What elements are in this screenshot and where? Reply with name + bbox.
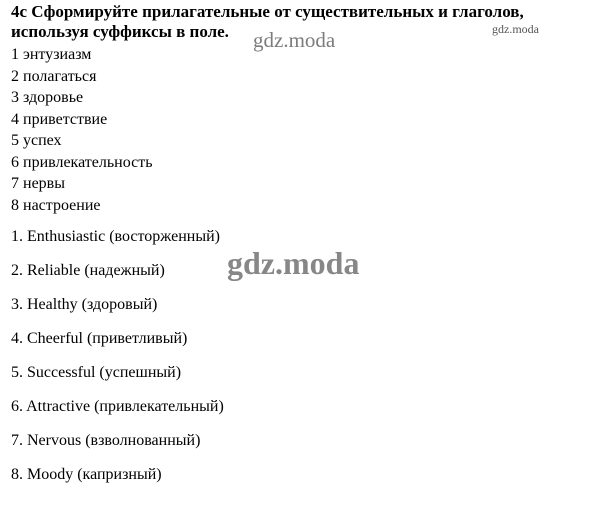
source-word-list	[11, 44, 153, 216]
answer-item: 5. Successful (успешный)	[11, 364, 182, 381]
word-item: 2 полагаться	[11, 67, 97, 85]
answer-item: 8. Moody (капризный)	[11, 466, 162, 483]
word-item: 6 привлекательность	[11, 153, 153, 171]
word-item: 4 приветствие	[11, 110, 108, 128]
word-item: 7 нервы	[11, 175, 65, 192]
watermark-mid: gdz.moda	[253, 28, 336, 52]
word-item: 5 успех	[11, 132, 62, 149]
answer-item: 2. Reliable (надежный)	[11, 262, 165, 279]
answer-item: 7. Nervous (взволнованный)	[11, 432, 201, 449]
answer-item: 6. Attractive (привлекательный)	[11, 398, 224, 415]
task-title: 4c Сформируйте прилагательные от существительных и глаголов, используя суффиксы в поле.	[11, 2, 524, 41]
word-item: 1 энтузиазм	[11, 46, 92, 63]
answer-item: 3. Healthy (здоровый)	[11, 296, 158, 313]
watermark-big: gdz.moda	[227, 245, 360, 281]
answer-item: 1. Enthusiastic (восторженный)	[11, 228, 220, 245]
answer-list	[11, 226, 224, 498]
word-item: 3 здоровье	[11, 89, 84, 106]
answer-item: 4. Cheerful (приветливый)	[11, 330, 188, 347]
watermark-small: gdz.moda	[492, 22, 539, 36]
word-item: 8 настроение	[11, 196, 101, 214]
